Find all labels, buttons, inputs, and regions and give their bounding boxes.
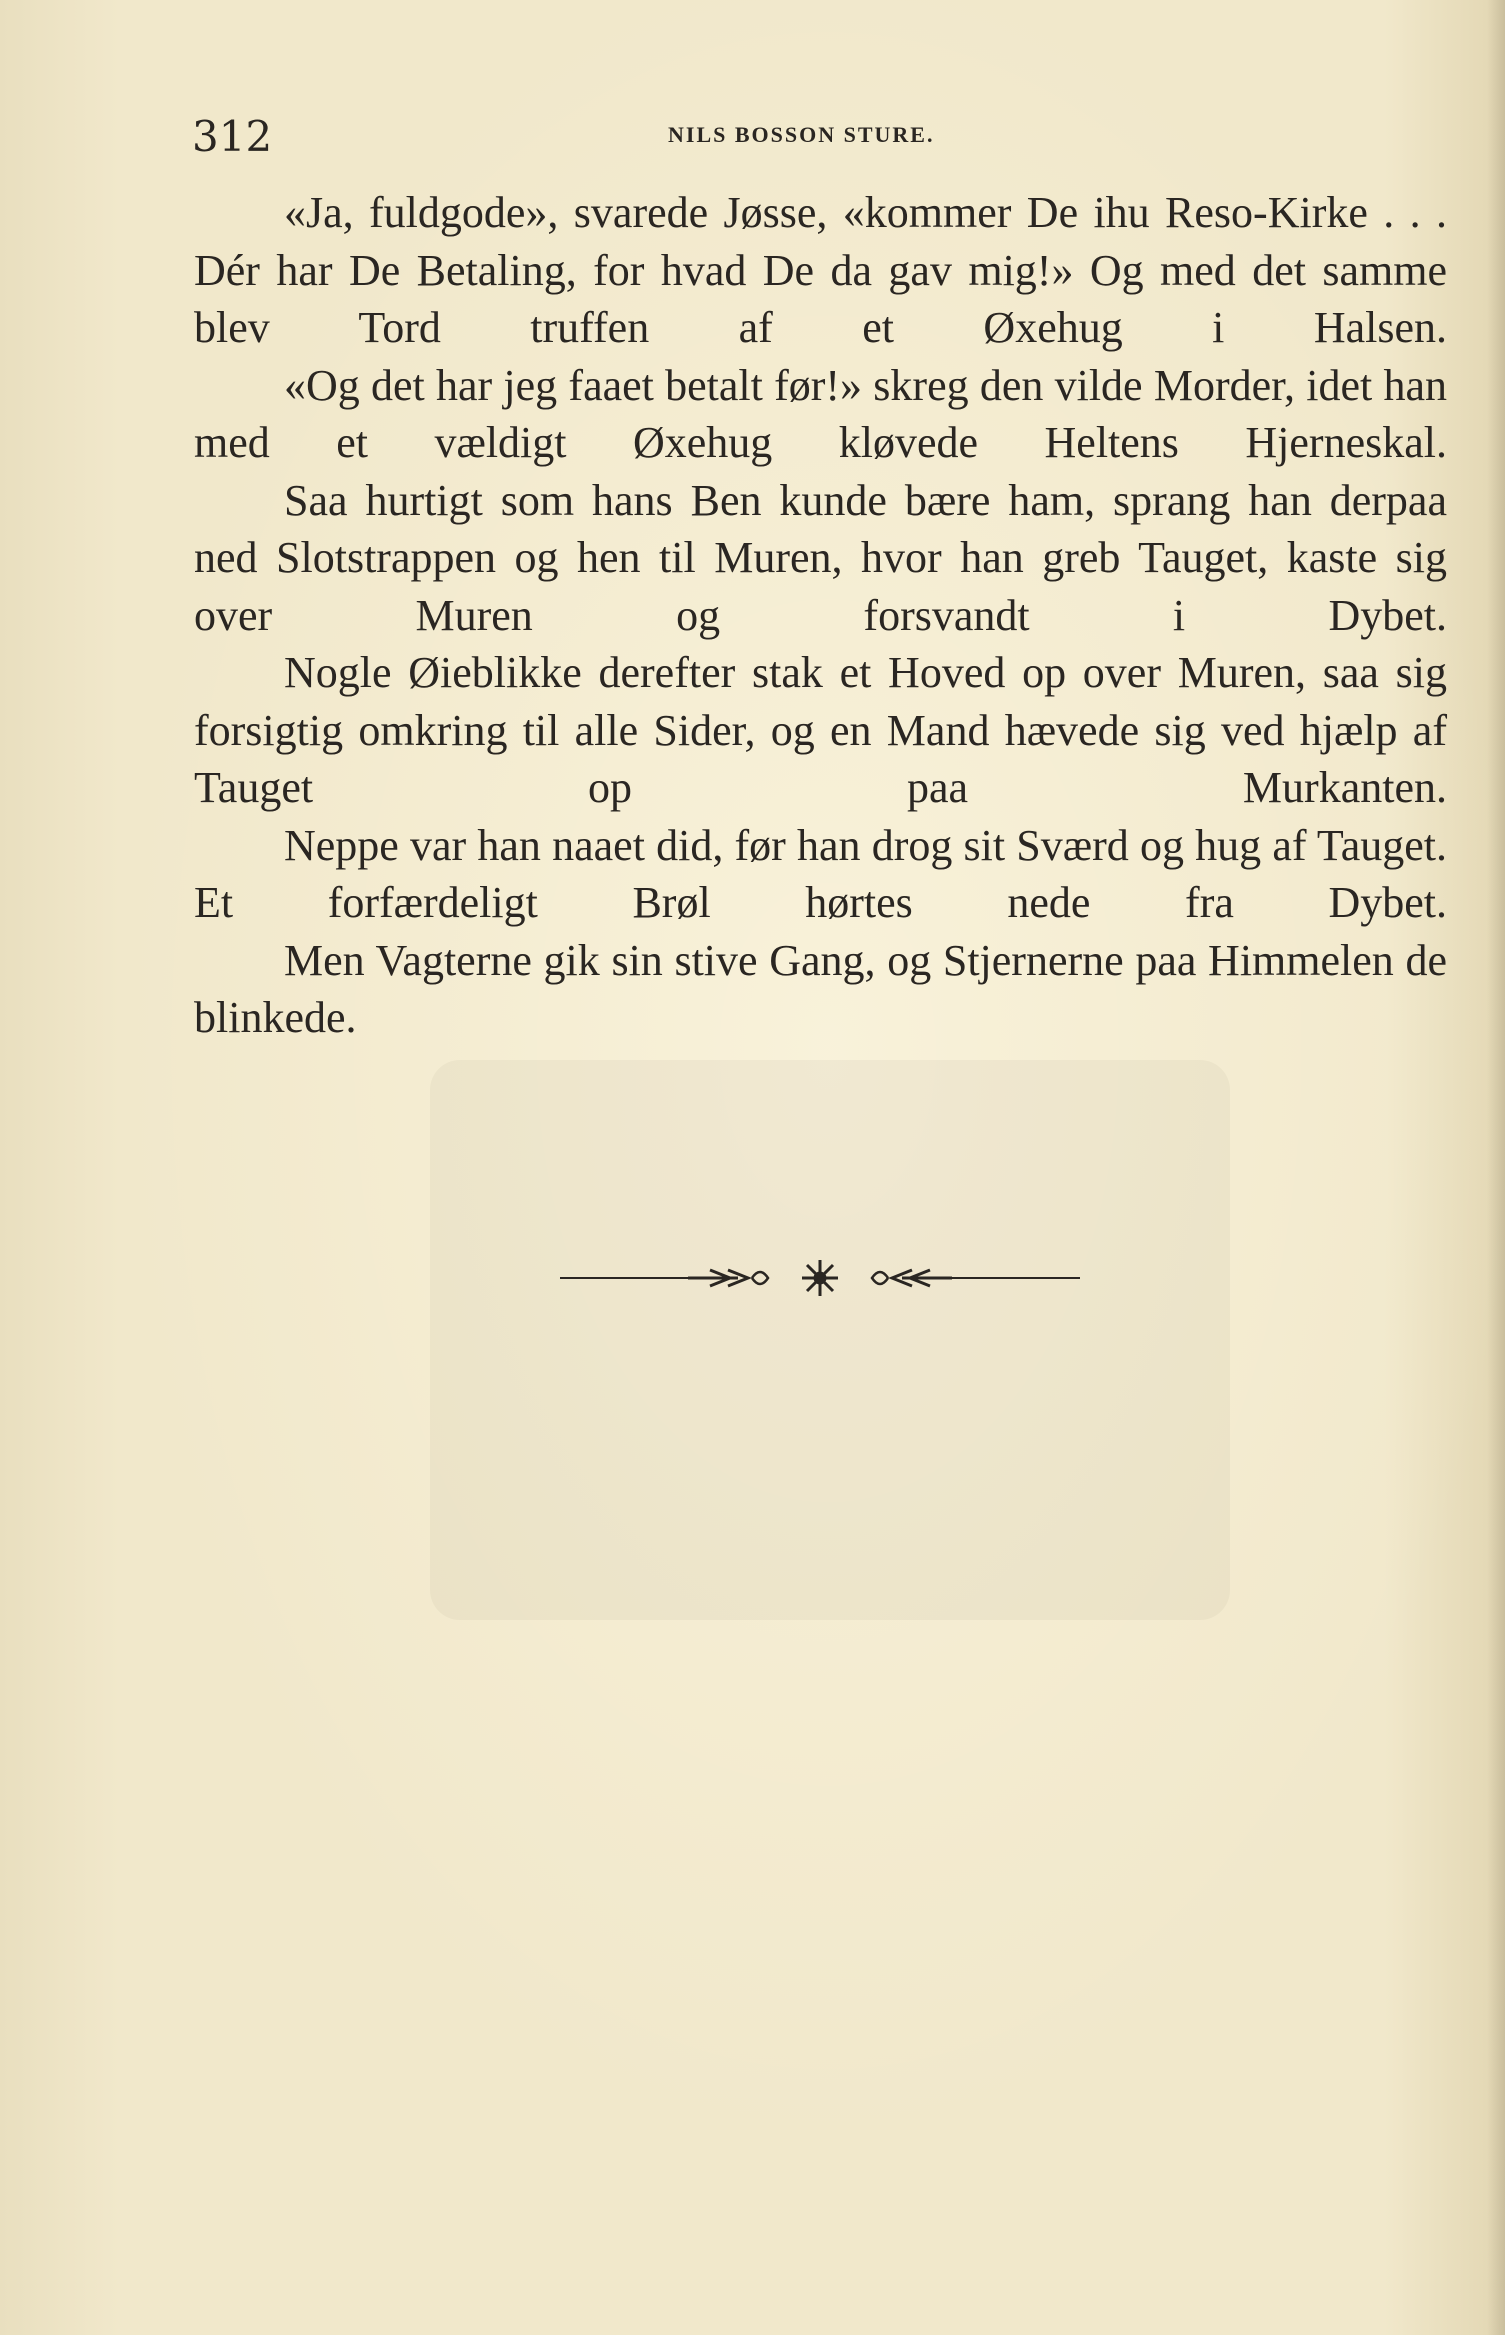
paragraph: Saa hurtigt som hans Ben kunde bære ham, sprang han derpaa ned Slotstrappen og hen til Muren, hvor han greb Tauget, kaste sig over Muren og forsvandt i Dybet.: [194, 475, 1447, 640]
running-title: NILS BOSSON STURE.: [668, 122, 935, 147]
page-edge-shadow: [1487, 0, 1505, 2335]
page-header: [192, 112, 1447, 162]
paragraph: «Og det har jeg faaet betalt før!» skreg den vilde Morder, idet han med et vældigt Øxehug kløvede Heltens Hjerneskal.: [194, 360, 1447, 467]
bleed-through-shadow: [430, 1060, 1230, 1620]
paragraph: Neppe var han naaet did, før han drog sit Sværd og hug af Tauget. Et forfærdeligt Brøl hørtes nede fra Dybet.: [194, 820, 1447, 927]
paragraph: Nogle Øieblikke derefter stak et Hoved op over Muren, saa sig forsigtig omkring til alle Sider, og en Mand hævede sig ved hjælp af Tauget op paa Murkanten.: [194, 648, 1447, 812]
page-number: 312: [192, 112, 273, 161]
end-ornament-icon: [560, 1256, 1080, 1296]
paragraph: Men Vagterne gik sin stive Gang, og Stjernerne paa Himmelen de blinkede.: [194, 935, 1447, 1042]
body-text: [194, 184, 1447, 1047]
paragraph: «Ja, fuldgode», svarede Jøsse, «kommer De ihu Reso-Kirke . . . Dér har De Betaling, for hvad De da gav mig!» Og med det samme blev Tord truffen af et Øxehug i Halsen.: [194, 188, 1447, 352]
